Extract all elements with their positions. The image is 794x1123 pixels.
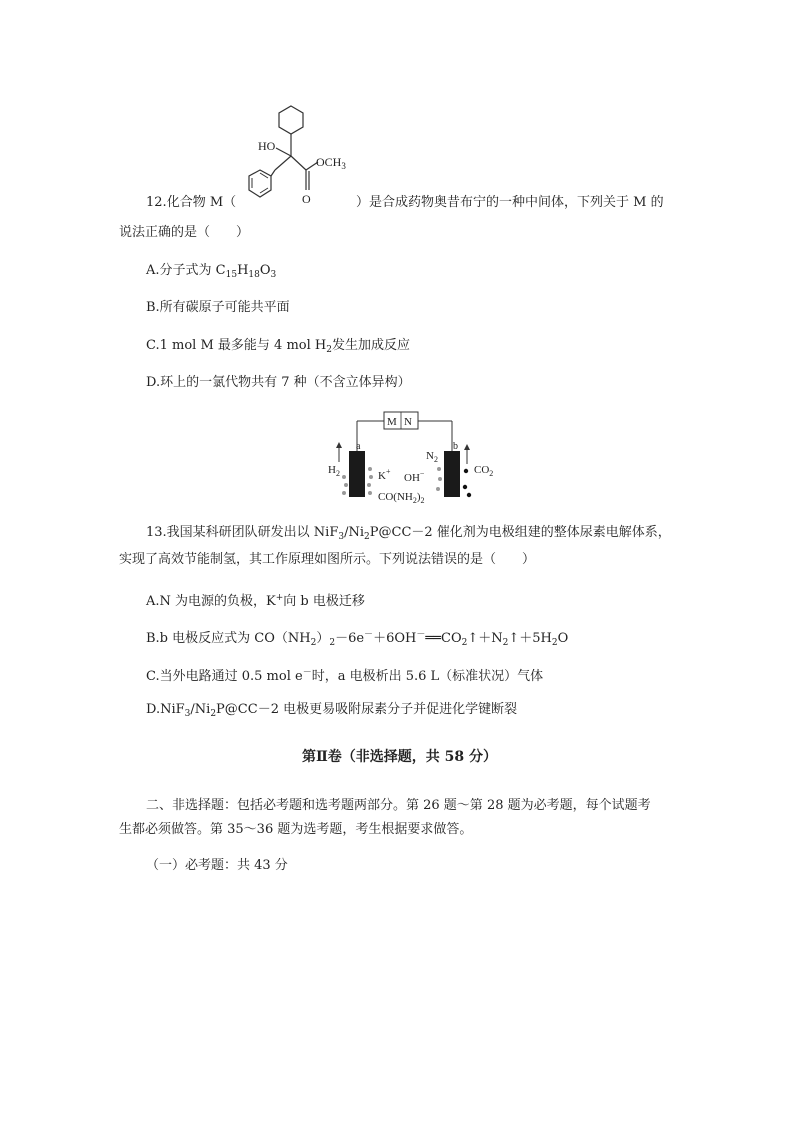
electrode-a (349, 451, 365, 497)
q13-option-b: B.b 电极反应式为 $CO(NH_2)_2-6e^-+6OH^-══CO_2↑+N_2↑+5H_2O$ (146, 630, 569, 648)
q12-stem-line1-tail: ）是合成药物奥昔布宁的一种中间体，下列关于 M 的 (356, 195, 664, 210)
och3-label: $OCH_3$ (316, 155, 346, 171)
source-m-label: M (387, 416, 397, 428)
k-plus-label: K+ (378, 467, 391, 482)
part2-intro-line2: 生都必须做答。第 35～36 题为选考题，考生根据要求做答。 (119, 822, 473, 837)
ho-label: HO (258, 139, 276, 153)
q12-option-b: B.所有碳原子可能共平面 (146, 300, 290, 315)
q13-stem-line1: 13.我国某科研团队研发出以 $NiF_3/Ni_2P@CC-2$ 催化剂为电极组建的整体尿素电解体系， (146, 525, 671, 542)
compound-m-structure (236, 100, 360, 212)
required-section-heading: （一）必考题：共 43 分 (146, 858, 288, 873)
h2-label: $H_2$ (328, 464, 340, 478)
q13-option-d: $D.NiF_3/Ni_2P@CC-2$ 电极更易吸附尿素分子并促进化学键断裂 (146, 702, 518, 719)
source-n-label: N (404, 416, 412, 428)
q13-stem-line2: 实现了高效节能制氢，其工作原理如图所示。下列说法错误的是（ ） (119, 552, 536, 567)
co2-label: $CO_2$ (474, 464, 494, 478)
q12-option-d: D.环上的一氯代物共有 7 种（不含立体异构） (146, 375, 411, 390)
q12-stem-line2: 说法正确的是（ ） (119, 225, 250, 240)
q13-option-c: C.当外电路通过 0.5 mol e－时，a 电极析出 5.6 L（标准状况）气体 (146, 668, 544, 684)
q12-option-c: C.1 mol M 最多能与 4 mol $H_2$发生加成反应 (146, 338, 410, 355)
oh-minus-label: OH− (404, 469, 425, 484)
urea-label: $CO(NH_2)_2$ (378, 491, 425, 505)
electrode-b (444, 451, 460, 497)
n2-label: $N_2$ (426, 450, 438, 464)
electrode-b-label: b (453, 441, 458, 452)
part2-intro-line1: 二、非选择题：包括必考题和选考题两部分。第 26 题～第 28 题为必考题，每个试题考 (146, 798, 651, 813)
electrolysis-cell-diagram (322, 407, 502, 507)
q13-option-a: A.N 为电源的负极，K+向 b 电极迁移 (146, 593, 365, 609)
electrode-a-label: a (356, 441, 361, 452)
q12-stem-line1: 12.化合物 M（ (146, 195, 237, 210)
carbonyl-o-label: O (302, 192, 311, 206)
q12-option-a: A.分子式为 $C_{15}H_{18}O_3$ (146, 263, 277, 280)
part2-title: 第Ⅱ卷（非选择题，共 58 分） (302, 749, 498, 765)
